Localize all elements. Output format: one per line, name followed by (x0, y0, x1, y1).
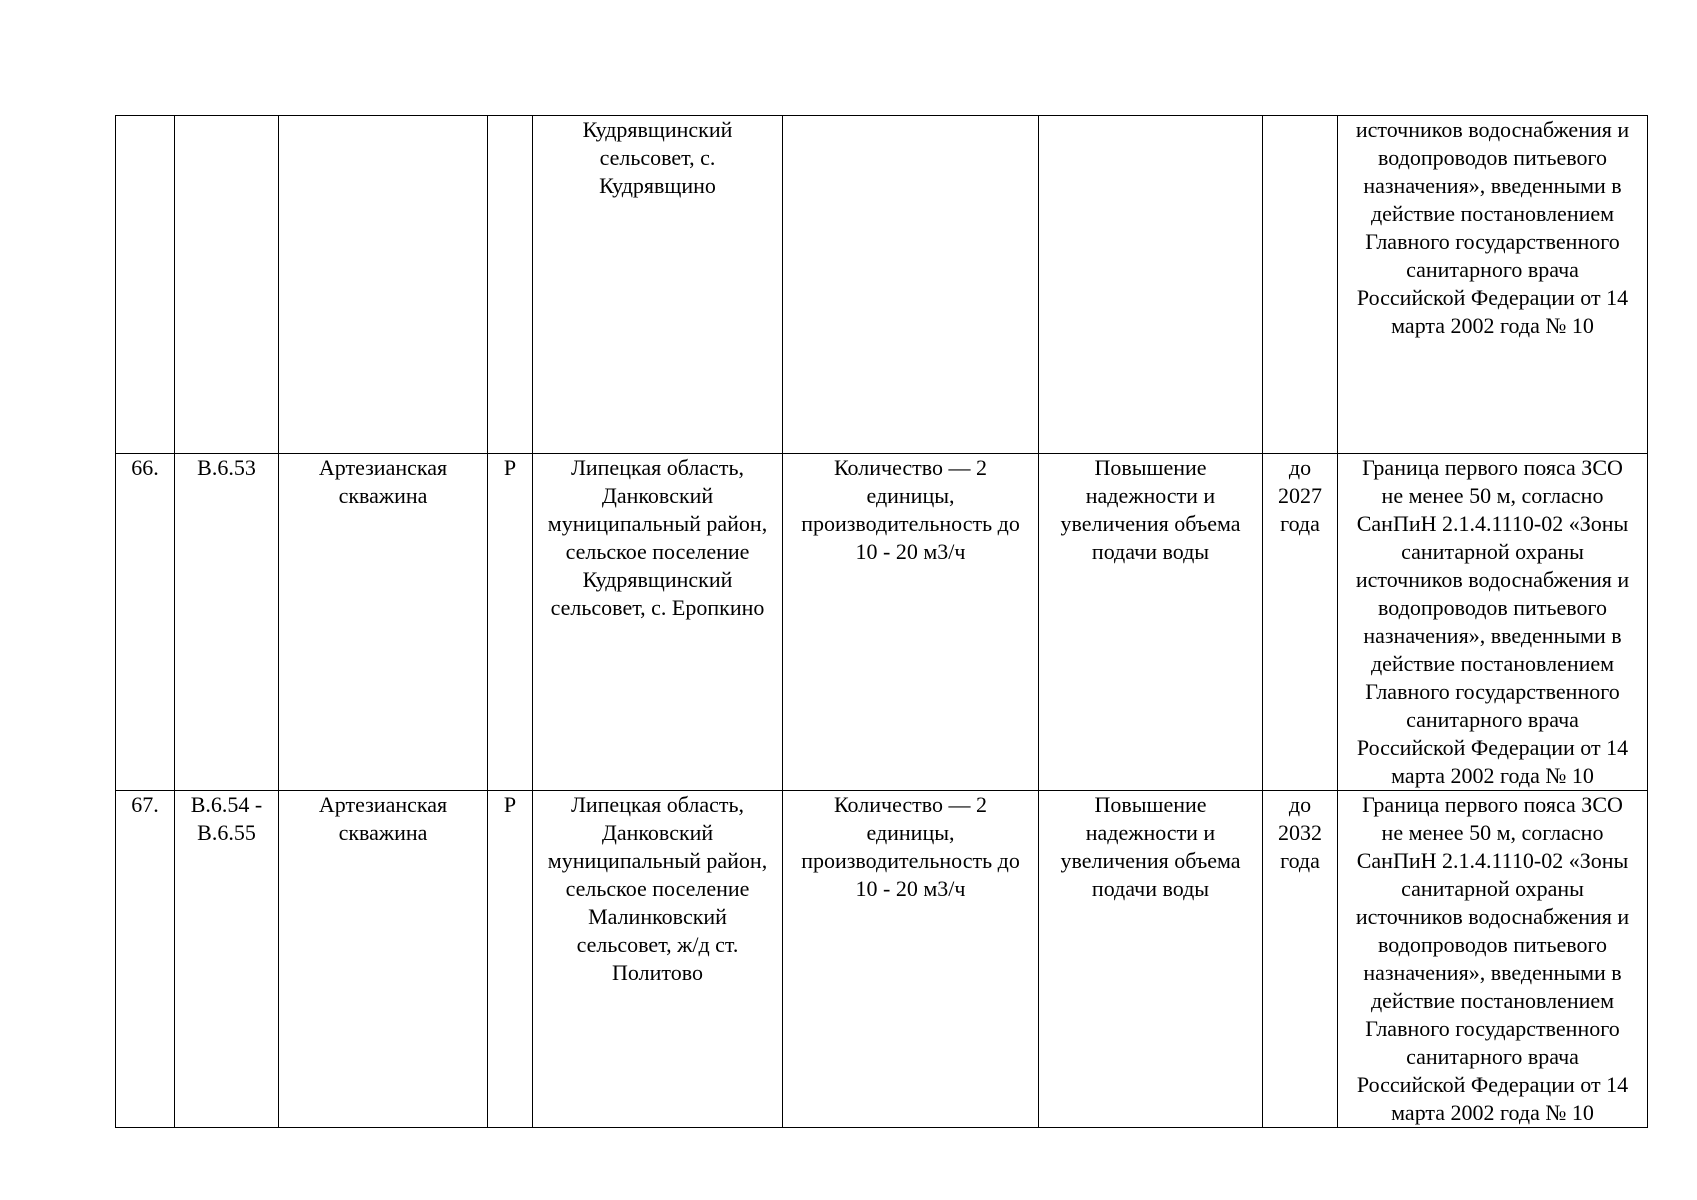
cell-code: В.6.54 - В.6.55 (175, 791, 279, 1128)
cell-code (175, 116, 279, 454)
cell-location: Кудрявщинский сельсовет, с. Кудрявщино (533, 116, 783, 454)
facilities-table (115, 115, 1648, 1128)
cell-number: 66. (116, 454, 175, 791)
cell-term: до 2027 года (1263, 454, 1338, 791)
cell-status (488, 116, 533, 454)
cell-term (1263, 116, 1338, 454)
cell-purpose: Повышение надежности и увеличения объема подачи воды (1039, 454, 1263, 791)
cell-number (116, 116, 175, 454)
cell-status: Р (488, 454, 533, 791)
cell-object-type (279, 116, 488, 454)
cell-parameters: Количество — 2 единицы, производительность до 10 - 20 м3/ч (783, 791, 1039, 1128)
cell-code: В.6.53 (175, 454, 279, 791)
cell-purpose: Повышение надежности и увеличения объема подачи воды (1039, 791, 1263, 1128)
cell-protection-zone: источников водоснабжения и водопроводов питьевого назначения», введенными в действие постановлением Главного государственного санитарного врача Российской Федерации от 14 марта 2002 года № 10 (1338, 116, 1648, 454)
table-row (116, 116, 1648, 454)
cell-status: Р (488, 791, 533, 1128)
table-row (116, 791, 1648, 1128)
cell-object-type: Артезианская скважина (279, 454, 488, 791)
cell-number: 67. (116, 791, 175, 1128)
cell-term: до 2032 года (1263, 791, 1338, 1128)
cell-purpose (1039, 116, 1263, 454)
cell-object-type: Артезианская скважина (279, 791, 488, 1128)
cell-location: Липецкая область, Данковский муниципальный район, сельское поселение Кудрявщинский сельсовет, с. Еропкино (533, 454, 783, 791)
cell-parameters: Количество — 2 единицы, производительность до 10 - 20 м3/ч (783, 454, 1039, 791)
cell-protection-zone: Граница первого пояса ЗСО не менее 50 м, согласно СанПиН 2.1.4.1110-02 «Зоны санитарной охраны источников водоснабжения и водопроводов питьевого назначения», введенными в действие постановлением Главного государственного санитарного врача Российской Федерации от 14 марта 2002 года № 10 (1338, 791, 1648, 1128)
cell-protection-zone: Граница первого пояса ЗСО не менее 50 м, согласно СанПиН 2.1.4.1110-02 «Зоны санитарной охраны источников водоснабжения и водопроводов питьевого назначения», введенными в действие постановлением Главного государственного санитарного врача Российской Федерации от 14 марта 2002 года № 10 (1338, 454, 1648, 791)
cell-parameters (783, 116, 1039, 454)
table-row (116, 454, 1648, 791)
cell-location: Липецкая область, Данковский муниципальный район, сельское поселение Малинковский сельсовет, ж/д ст. Политово (533, 791, 783, 1128)
